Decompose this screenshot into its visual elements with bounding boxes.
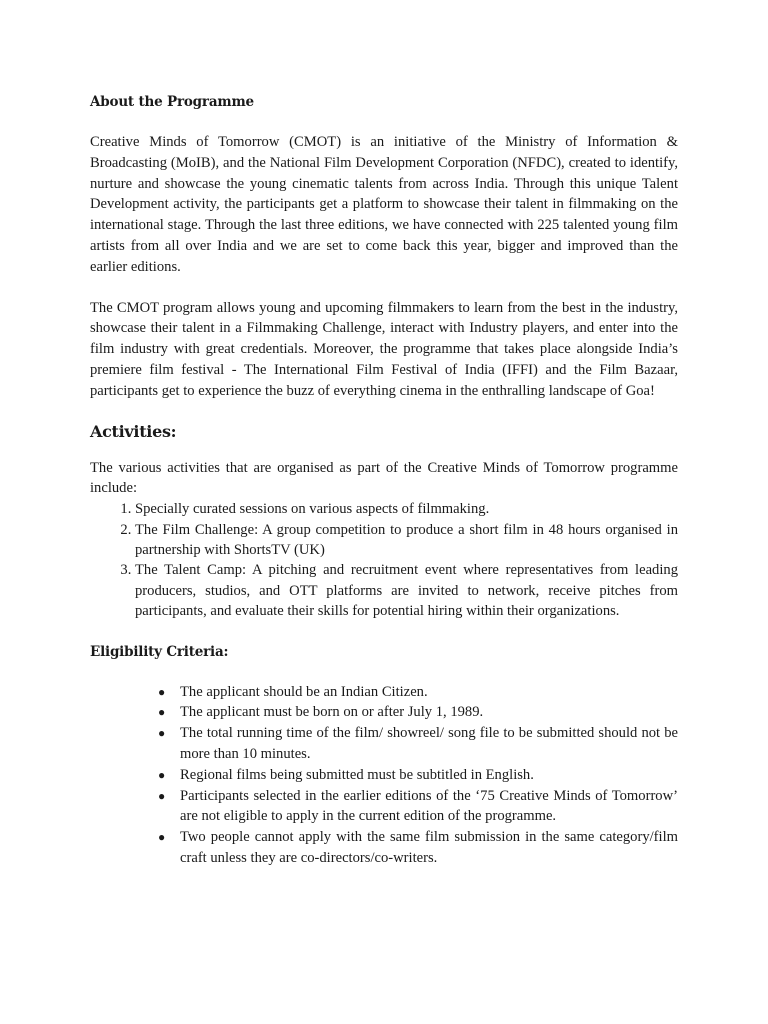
document-page	[90, 92, 678, 869]
activity-item-2: 2. The Film Challenge: A group competition to produce a short film in 48 hours organised in partnership with ShortsTV (UK)	[135, 520, 678, 561]
criteria-text: The total running time of the film/ showreel/ song file to be submitted should not be more than 10 minutes.	[180, 725, 678, 762]
bullet-icon: ●	[158, 726, 166, 741]
eligibility-list	[90, 682, 678, 869]
activities-intro: The various activities that are organised as part of the Creative Minds of Tomorrow programme include:	[90, 459, 678, 497]
bullet-icon: ●	[158, 705, 166, 720]
criteria-text: Participants selected in the earlier editions of the ‘75 Creative Minds of Tomorrow’ are not eligible to apply in the current edition of the programme.	[180, 787, 678, 825]
activities-heading: Activities:	[90, 421, 177, 441]
criteria-text: Two people cannot apply with the same film submission in the same category/film craft unless they are co-directors/co-writers.	[180, 829, 678, 866]
criteria-item-5	[158, 786, 678, 828]
criteria-item-1	[158, 682, 678, 703]
activity-item-3: 3. The Talent Camp: A pitching and recruitment event where representatives from leading producers, studios, and OTT platforms are invited to network, receive pitches from participants, and evaluate their skills for potential hiring within their organizations.	[135, 560, 678, 621]
criteria-text: The applicant should be an Indian Citizen.	[180, 683, 428, 700]
criteria-text: Regional films being submitted must be subtitled in English.	[180, 766, 534, 783]
bullet-icon: ●	[158, 830, 166, 845]
about-heading: About the Programme	[90, 94, 254, 110]
bullet-icon: ●	[158, 788, 166, 803]
criteria-item-4	[158, 765, 678, 786]
activities-list	[90, 499, 678, 621]
about-paragraph-2: The CMOT program allows young and upcoming filmmakers to learn from the best in the industry, showcase their talent in a Filmmaking Challenge, interact with Industry players, and enter into the film industry with great credentials. Moreover, the programme that takes place alongside India’s premiere film festival - The International Film Festival of India (IFFI) and the Film Bazaar, participants get to experience the buzz of everything cinema in the enthralling landscape of Goa!	[90, 299, 678, 399]
activity-item-1: 1. Specially curated sessions on various aspects of filmmaking.	[135, 499, 678, 519]
criteria-item-3	[158, 723, 678, 765]
criteria-item-6	[158, 827, 678, 869]
eligibility-heading: Eligibility Criteria:	[90, 643, 229, 660]
bullet-icon: ●	[158, 684, 166, 699]
bullet-icon: ●	[158, 767, 166, 782]
criteria-text: The applicant must be born on or after July 1, 1989.	[180, 704, 484, 721]
criteria-item-2	[158, 702, 678, 723]
about-paragraph-1: Creative Minds of Tomorrow (CMOT) is an initiative of the Ministry of Information & Broadcasting (MoIB), and the National Film Development Corporation (NFDC), created to identify, nurture and showcase the young cinematic talents from across India. Through this unique Talent Development activity, the participants get a platform to showcase their talent in filmmaking on the international stage. Through the last three editions, we have connected with 225 talented young film artists from all over India and we are set to come back this year, bigger and improved than the earlier editions.	[90, 134, 678, 275]
